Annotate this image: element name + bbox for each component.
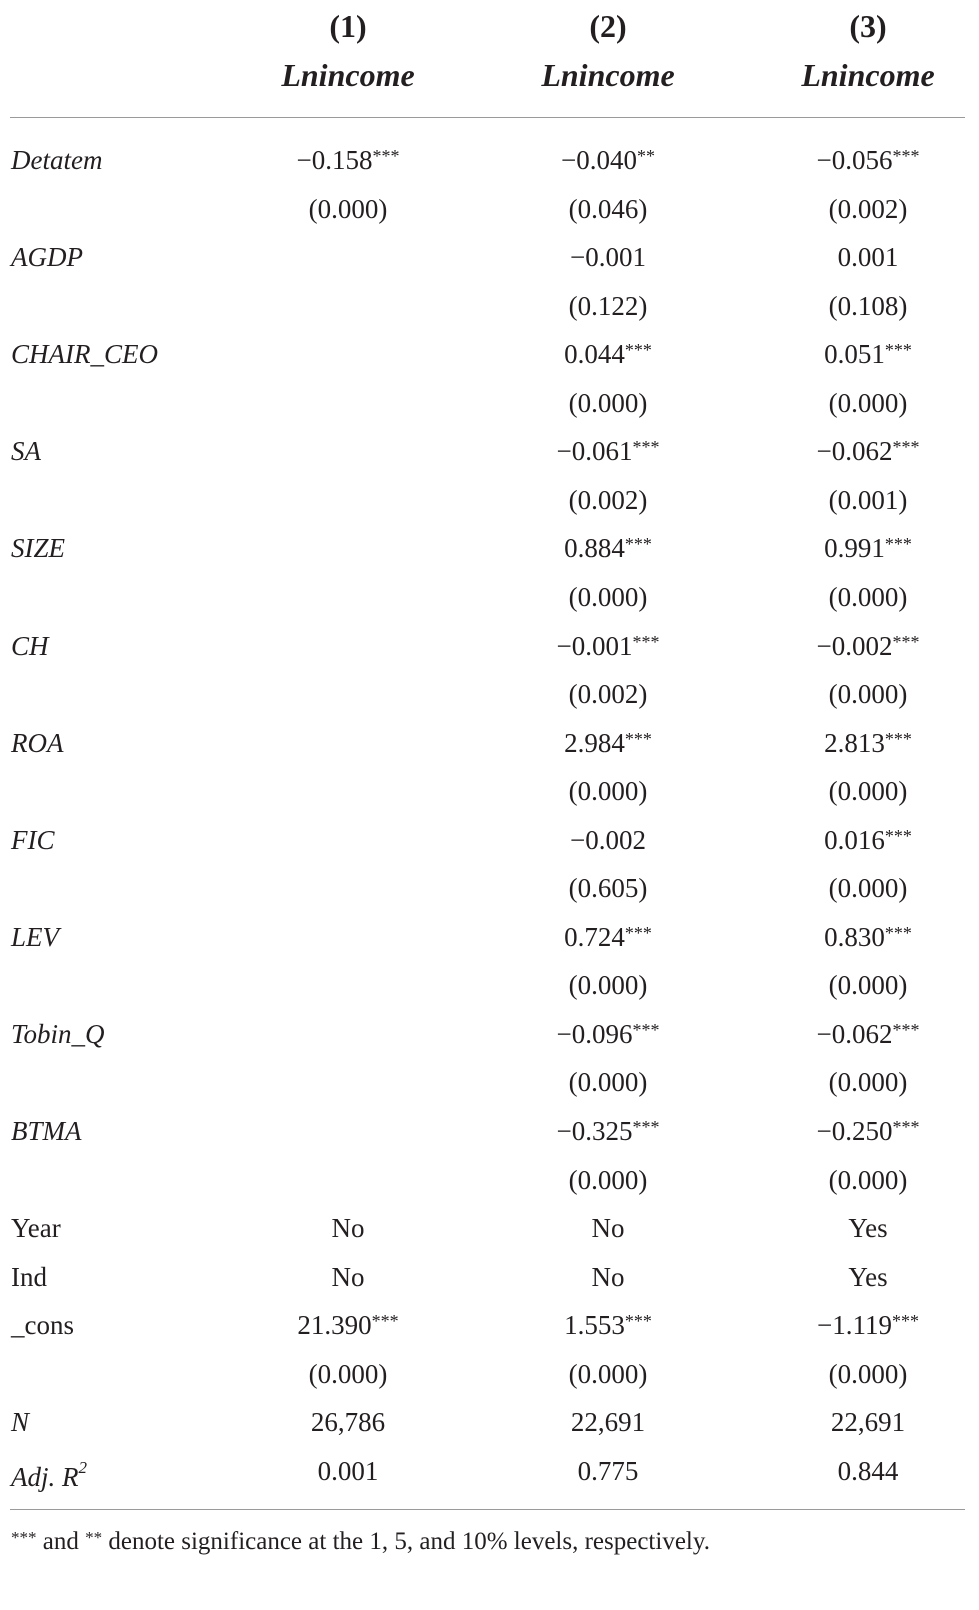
table-cell xyxy=(238,1447,458,1495)
row-label-text: Tobin_Q xyxy=(11,1018,105,1049)
dependent-variable: Lnincome xyxy=(541,57,675,93)
table-cell xyxy=(498,670,718,718)
table-cell xyxy=(238,1058,458,1106)
table-row xyxy=(0,719,979,767)
table-cell xyxy=(238,1301,458,1349)
table-cell xyxy=(498,330,718,378)
cell-value: (0.122) xyxy=(568,290,648,321)
table-cell xyxy=(758,1398,978,1446)
row-label-superscript: 2 xyxy=(78,1457,87,1477)
table-cell xyxy=(238,622,458,670)
table-cell xyxy=(758,961,978,1009)
table-row xyxy=(0,864,979,912)
table-cell xyxy=(498,233,718,281)
row-label xyxy=(11,1398,29,1446)
table-cell xyxy=(238,330,458,378)
table-cell xyxy=(238,427,458,475)
row-label xyxy=(11,1204,61,1252)
cell-value: No xyxy=(591,1213,625,1244)
cell-value: (0.000) xyxy=(828,1164,908,1195)
table-cell xyxy=(498,1204,718,1252)
cell-value: 0.775 xyxy=(577,1455,639,1486)
cell-value: −0.040 xyxy=(561,145,637,175)
table-cell xyxy=(758,719,978,767)
cell-value: 1.553 xyxy=(564,1310,625,1341)
table-cell xyxy=(758,427,978,475)
footnote-text-b: denote significance at the 1, 5, and 10% levels, respectively. xyxy=(102,1528,710,1555)
column-number: (3) xyxy=(849,8,887,44)
table-row xyxy=(0,622,979,670)
table-cell xyxy=(758,233,978,281)
table-row xyxy=(0,185,979,233)
cell-value: (0.000) xyxy=(568,387,648,418)
table-cell xyxy=(758,864,978,912)
cell-value: 0.001 xyxy=(317,1455,379,1486)
table-cell xyxy=(238,573,458,621)
table-row xyxy=(0,1156,979,1204)
table-row xyxy=(0,136,979,184)
significance-stars: *** xyxy=(624,1311,652,1332)
table-cell xyxy=(758,622,978,670)
dependent-variable: Lnincome xyxy=(801,57,935,93)
table-cell xyxy=(758,136,978,184)
cell-value: (0.000) xyxy=(568,581,648,612)
cell-value: 0.724 xyxy=(564,921,625,952)
table-cell xyxy=(498,864,718,912)
cell-value: −1.119 xyxy=(817,1310,892,1341)
table-cell xyxy=(238,1350,458,1398)
cell-value: 2.813 xyxy=(824,727,885,758)
row-label-text: Detatem xyxy=(11,145,103,175)
cell-value: 0.884 xyxy=(564,533,625,564)
table-cell xyxy=(498,1301,718,1349)
row-label-text: Year xyxy=(11,1213,61,1244)
row-label xyxy=(11,719,63,767)
cell-value: 0.830 xyxy=(824,921,885,952)
table-cell xyxy=(498,427,718,475)
table-cell xyxy=(238,136,458,184)
cell-value: (0.000) xyxy=(568,1067,648,1098)
cell-value: (0.605) xyxy=(568,873,648,904)
cell-value: 26,786 xyxy=(310,1407,386,1438)
table-cell xyxy=(238,816,458,864)
cell-value: (0.000) xyxy=(828,970,908,1001)
cell-value: No xyxy=(331,1261,365,1292)
cell-value: −0.002 xyxy=(570,824,646,855)
cell-value: 0.051 xyxy=(824,339,885,370)
row-label xyxy=(11,233,83,281)
row-label xyxy=(11,816,55,864)
table-cell xyxy=(498,1010,718,1058)
row-label-text: CH xyxy=(11,630,49,661)
table-cell xyxy=(238,670,458,718)
cell-value: (0.000) xyxy=(828,873,908,904)
cell-value: Yes xyxy=(848,1261,888,1292)
column-header-1 xyxy=(238,0,458,110)
row-label-text: Ind xyxy=(11,1261,47,1292)
cell-value: 0.044 xyxy=(564,339,625,370)
row-label-text: ROA xyxy=(11,727,64,758)
table-row xyxy=(0,330,979,378)
cell-value: (0.000) xyxy=(828,776,908,807)
cell-value: 0.991 xyxy=(824,533,885,564)
table-cell xyxy=(238,185,458,233)
table-cell xyxy=(498,476,718,524)
row-label-text: _cons xyxy=(11,1310,74,1341)
table-cell xyxy=(498,185,718,233)
significance-stars: *** xyxy=(624,340,652,361)
table-cell xyxy=(758,476,978,524)
table-cell xyxy=(758,1253,978,1301)
cell-value: (0.001) xyxy=(828,484,908,515)
cell-value: (0.046) xyxy=(568,193,648,224)
table-cell xyxy=(498,1398,718,1446)
table-row xyxy=(0,1301,979,1349)
table-cell xyxy=(498,136,718,184)
significance-stars: *** xyxy=(372,146,400,166)
row-label xyxy=(11,622,49,670)
row-label xyxy=(11,1301,74,1349)
table-cell xyxy=(238,524,458,572)
row-label-text: SA xyxy=(11,436,41,467)
table-cell xyxy=(238,476,458,524)
table-cell xyxy=(498,622,718,670)
significance-stars: *** xyxy=(884,825,912,846)
significance-stars: *** xyxy=(884,340,912,361)
table-cell xyxy=(498,719,718,767)
significance-stars: *** xyxy=(884,922,912,943)
table-row xyxy=(0,427,979,475)
significance-stars: *** xyxy=(624,728,652,749)
cell-value: −0.001 xyxy=(570,242,646,273)
table-cell xyxy=(238,379,458,427)
table-cell xyxy=(238,767,458,815)
table-cell xyxy=(238,961,458,1009)
table-cell xyxy=(498,524,718,572)
table-cell xyxy=(758,1350,978,1398)
table-cell xyxy=(238,1253,458,1301)
cell-value: −0.002 xyxy=(816,630,893,661)
significance-stars: ** xyxy=(636,146,655,166)
table-cell xyxy=(758,1156,978,1204)
row-label-text: AGDP xyxy=(11,242,83,273)
cell-value: No xyxy=(591,1261,625,1292)
table-row xyxy=(0,767,979,815)
cell-value: −0.158 xyxy=(296,145,373,175)
table-cell xyxy=(758,767,978,815)
cell-value: (0.000) xyxy=(568,776,648,807)
table-cell xyxy=(498,379,718,427)
table-row xyxy=(0,1253,979,1301)
table-cell xyxy=(498,1107,718,1155)
cell-value: (0.000) xyxy=(828,387,908,418)
table-cell xyxy=(238,1107,458,1155)
column-number: (1) xyxy=(329,8,367,44)
significance-stars: *** xyxy=(892,631,920,652)
table-cell xyxy=(758,1301,978,1349)
table-cell xyxy=(758,1204,978,1252)
cell-value: (0.108) xyxy=(828,290,908,321)
cell-value: (0.002) xyxy=(828,193,908,224)
table-row xyxy=(0,670,979,718)
table-cell xyxy=(758,524,978,572)
table-cell xyxy=(758,670,978,718)
significance-stars: *** xyxy=(632,1019,660,1040)
row-label-text: FIC xyxy=(11,824,55,855)
cell-value: 21.390 xyxy=(297,1310,372,1341)
table-cell xyxy=(238,282,458,330)
row-label xyxy=(11,136,102,184)
significance-stars: *** xyxy=(892,437,920,458)
significance-stars: *** xyxy=(884,534,912,555)
table-row xyxy=(0,913,979,961)
cell-value: (0.000) xyxy=(568,970,648,1001)
table-cell xyxy=(238,864,458,912)
cell-value: Yes xyxy=(848,1213,888,1244)
table-row xyxy=(0,573,979,621)
cell-value: −0.001 xyxy=(556,630,633,661)
row-label-text: SIZE xyxy=(11,533,65,564)
cell-value: −0.250 xyxy=(816,1116,893,1146)
row-label-text: N xyxy=(11,1407,30,1438)
cell-value: (0.000) xyxy=(828,1358,908,1389)
footnote-stars-b: ** xyxy=(85,1528,103,1547)
table-cell xyxy=(498,961,718,1009)
cell-value: −0.061 xyxy=(556,436,633,467)
table-cell xyxy=(498,1156,718,1204)
significance-stars: *** xyxy=(624,534,652,555)
bottom-rule xyxy=(10,1509,965,1510)
column-header-2 xyxy=(498,0,718,110)
row-label xyxy=(11,1447,87,1495)
cell-value: (0.000) xyxy=(828,1067,908,1098)
cell-value: 22,691 xyxy=(570,1407,646,1438)
row-label-text: BTMA xyxy=(11,1116,82,1146)
table-cell xyxy=(758,816,978,864)
row-label-text: Adj. R xyxy=(11,1461,79,1492)
table-cell xyxy=(498,1058,718,1106)
table-row xyxy=(0,476,979,524)
table-cell xyxy=(758,379,978,427)
table-cell xyxy=(758,185,978,233)
table-row xyxy=(0,1107,979,1155)
significance-stars: *** xyxy=(891,1311,919,1332)
table-row xyxy=(0,816,979,864)
table-row xyxy=(0,282,979,330)
table-row xyxy=(0,524,979,572)
table-cell xyxy=(758,1058,978,1106)
table-row xyxy=(0,1447,979,1495)
table-row xyxy=(0,1350,979,1398)
table-row xyxy=(0,1010,979,1058)
cell-value: 22,691 xyxy=(830,1407,906,1438)
table-row xyxy=(0,1204,979,1252)
cell-value: −0.062 xyxy=(816,1018,893,1049)
table-cell xyxy=(758,913,978,961)
column-number: (2) xyxy=(589,8,627,44)
row-label xyxy=(11,427,41,475)
cell-value: No xyxy=(331,1213,365,1244)
row-label-text: CHAIR_CEO xyxy=(11,339,158,370)
cell-value: (0.000) xyxy=(308,193,388,224)
cell-value: (0.000) xyxy=(828,581,908,612)
table-cell xyxy=(758,330,978,378)
row-label xyxy=(11,1253,47,1301)
cell-value: −0.096 xyxy=(556,1018,633,1049)
row-label xyxy=(11,1107,82,1155)
cell-value: (0.000) xyxy=(568,1358,648,1389)
row-label xyxy=(11,913,59,961)
significance-stars: *** xyxy=(371,1311,399,1332)
table-footnote xyxy=(11,1522,710,1564)
table-cell xyxy=(238,1156,458,1204)
table-cell xyxy=(758,1107,978,1155)
row-label-text: LEV xyxy=(11,921,60,952)
dependent-variable: Lnincome xyxy=(281,57,415,93)
cell-value: 0.016 xyxy=(824,824,885,855)
table-row xyxy=(0,1398,979,1446)
row-label xyxy=(11,330,158,378)
cell-value: (0.000) xyxy=(568,1164,648,1195)
cell-value: (0.000) xyxy=(308,1358,388,1389)
row-label xyxy=(11,1010,105,1058)
table-cell xyxy=(498,767,718,815)
table-cell xyxy=(238,1204,458,1252)
table-cell xyxy=(238,233,458,281)
footnote-text-a: and xyxy=(36,1528,86,1555)
table-cell xyxy=(238,913,458,961)
table-row xyxy=(0,379,979,427)
column-header-3 xyxy=(758,0,978,110)
table-cell xyxy=(498,816,718,864)
table-cell xyxy=(758,1447,978,1495)
table-cell xyxy=(498,573,718,621)
cell-value: 2.984 xyxy=(564,727,625,758)
cell-value: −0.062 xyxy=(816,436,893,467)
table-cell xyxy=(758,573,978,621)
table-cell xyxy=(238,719,458,767)
footnote-stars-a: *** xyxy=(11,1528,37,1547)
cell-value: 0.844 xyxy=(837,1455,899,1486)
table-cell xyxy=(498,1350,718,1398)
significance-stars: *** xyxy=(632,1117,660,1137)
table-cell xyxy=(758,1010,978,1058)
table-cell xyxy=(758,282,978,330)
cell-value: −0.325 xyxy=(556,1116,633,1146)
significance-stars: *** xyxy=(892,1019,920,1040)
cell-value: (0.002) xyxy=(568,484,648,515)
significance-stars: *** xyxy=(892,1117,920,1137)
table-row xyxy=(0,1058,979,1106)
table-cell xyxy=(238,1398,458,1446)
table-row xyxy=(0,961,979,1009)
table-cell xyxy=(498,1253,718,1301)
significance-stars: *** xyxy=(632,631,660,652)
significance-stars: *** xyxy=(632,437,660,458)
cell-value: 0.001 xyxy=(837,242,899,273)
cell-value: −0.056 xyxy=(816,145,893,175)
cell-value: (0.002) xyxy=(568,679,648,710)
significance-stars: *** xyxy=(884,728,912,749)
table-cell xyxy=(498,282,718,330)
cell-value: (0.000) xyxy=(828,679,908,710)
table-row xyxy=(0,233,979,281)
header-rule xyxy=(10,117,965,118)
significance-stars: *** xyxy=(624,922,652,943)
significance-stars: *** xyxy=(892,146,920,166)
table-cell xyxy=(498,1447,718,1495)
table-cell xyxy=(498,913,718,961)
table-cell xyxy=(238,1010,458,1058)
row-label xyxy=(11,524,65,572)
